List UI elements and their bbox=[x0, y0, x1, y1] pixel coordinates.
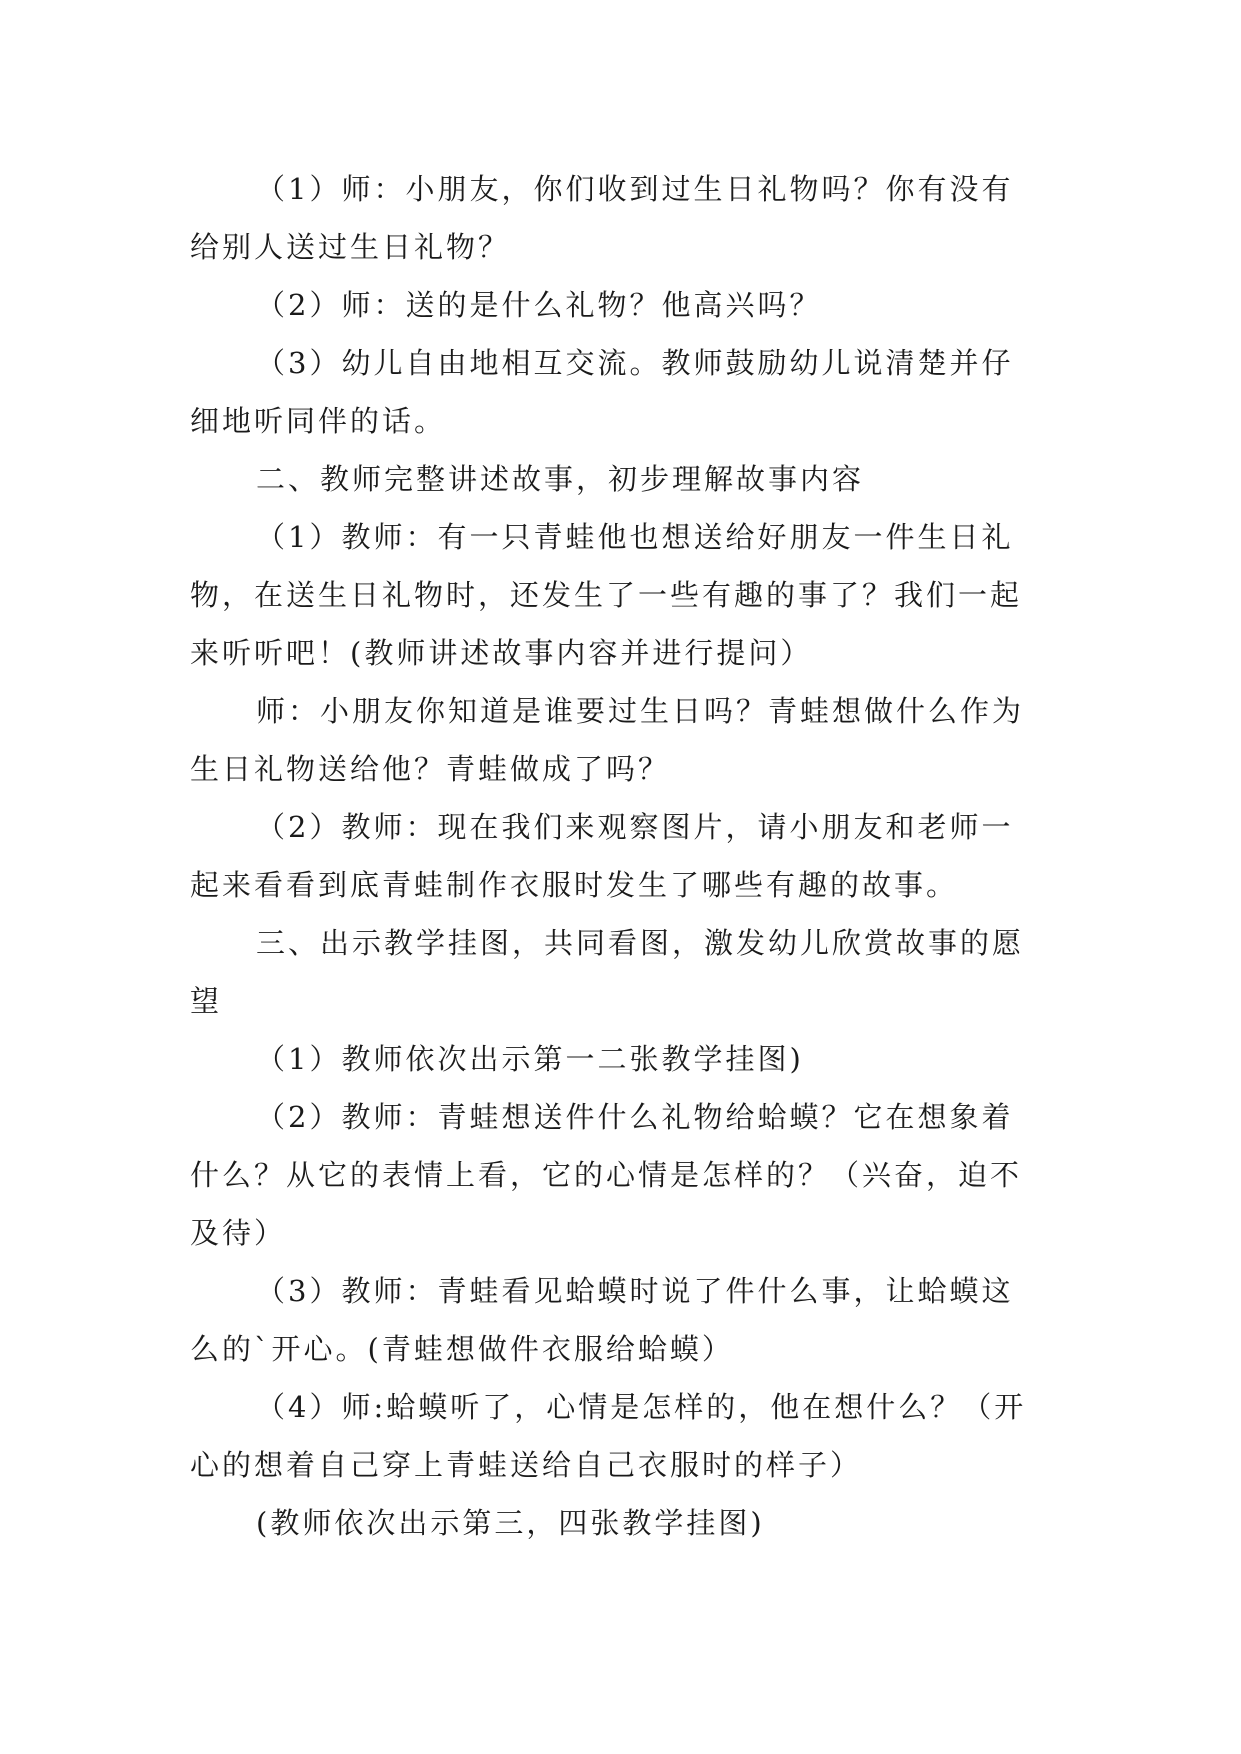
text-line: （4）师:蛤蟆听了，心情是怎样的，他在想什么？（开 bbox=[256, 1390, 1027, 1424]
text-line: （2）师：送的是什么礼物？他高兴吗？ bbox=[256, 288, 822, 322]
text-line: 生日礼物送给他？青蛙做成了吗？ bbox=[190, 752, 671, 786]
section-heading: 三、出示教学挂图，共同看图，激发幼儿欣赏故事的愿 bbox=[256, 926, 1025, 960]
text-line: 来听听吧！(教师讲述故事内容并进行提问） bbox=[190, 636, 813, 670]
text-line: （2）教师：现在我们来观察图片，请小朋友和老师一 bbox=[256, 810, 1014, 844]
text-line: 么的`开心。(青蛙想做件衣服给蛤蟆） bbox=[190, 1332, 734, 1366]
text-line: （1）教师：有一只青蛙他也想送给好朋友一件生日礼 bbox=[256, 520, 1014, 554]
text-line: （2）教师：青蛙想送件什么礼物给蛤蟆？它在想象着 bbox=[256, 1100, 1014, 1134]
text-line: 起来看看到底青蛙制作衣服时发生了哪些有趣的故事。 bbox=[190, 868, 959, 902]
text-line: 给别人送过生日礼物？ bbox=[190, 230, 511, 264]
text-line: 心的想着自己穿上青蛙送给自己衣服时的样子） bbox=[190, 1448, 863, 1482]
text-line: 物，在送生日礼物时，还发生了一些有趣的事了？我们一起 bbox=[190, 578, 1023, 612]
text-line: 及待） bbox=[190, 1216, 287, 1250]
text-line: （3）教师：青蛙看见蛤蟆时说了件什么事，让蛤蟆这 bbox=[256, 1274, 1014, 1308]
text-line: 什么？从它的表情上看，它的心情是怎样的？（兴奋，迫不 bbox=[190, 1158, 1023, 1192]
text-line: 细地听同伴的话。 bbox=[190, 404, 447, 438]
section-heading: 二、教师完整讲述故事，初步理解故事内容 bbox=[256, 462, 865, 496]
text-line: （3）幼儿自由地相互交流。教师鼓励幼儿说清楚并仔 bbox=[256, 346, 1014, 380]
text-line: 望 bbox=[190, 984, 223, 1018]
text-line: (教师依次出示第三，四张教学挂图) bbox=[256, 1506, 765, 1540]
document-body bbox=[190, 160, 1050, 1552]
text-line: 师：小朋友你知道是谁要过生日吗？青蛙想做什么作为 bbox=[256, 694, 1025, 728]
text-line: （1）教师依次出示第一二张教学挂图) bbox=[256, 1042, 804, 1076]
text-line: （1）师：小朋友，你们收到过生日礼物吗？你有没有 bbox=[256, 172, 1014, 206]
